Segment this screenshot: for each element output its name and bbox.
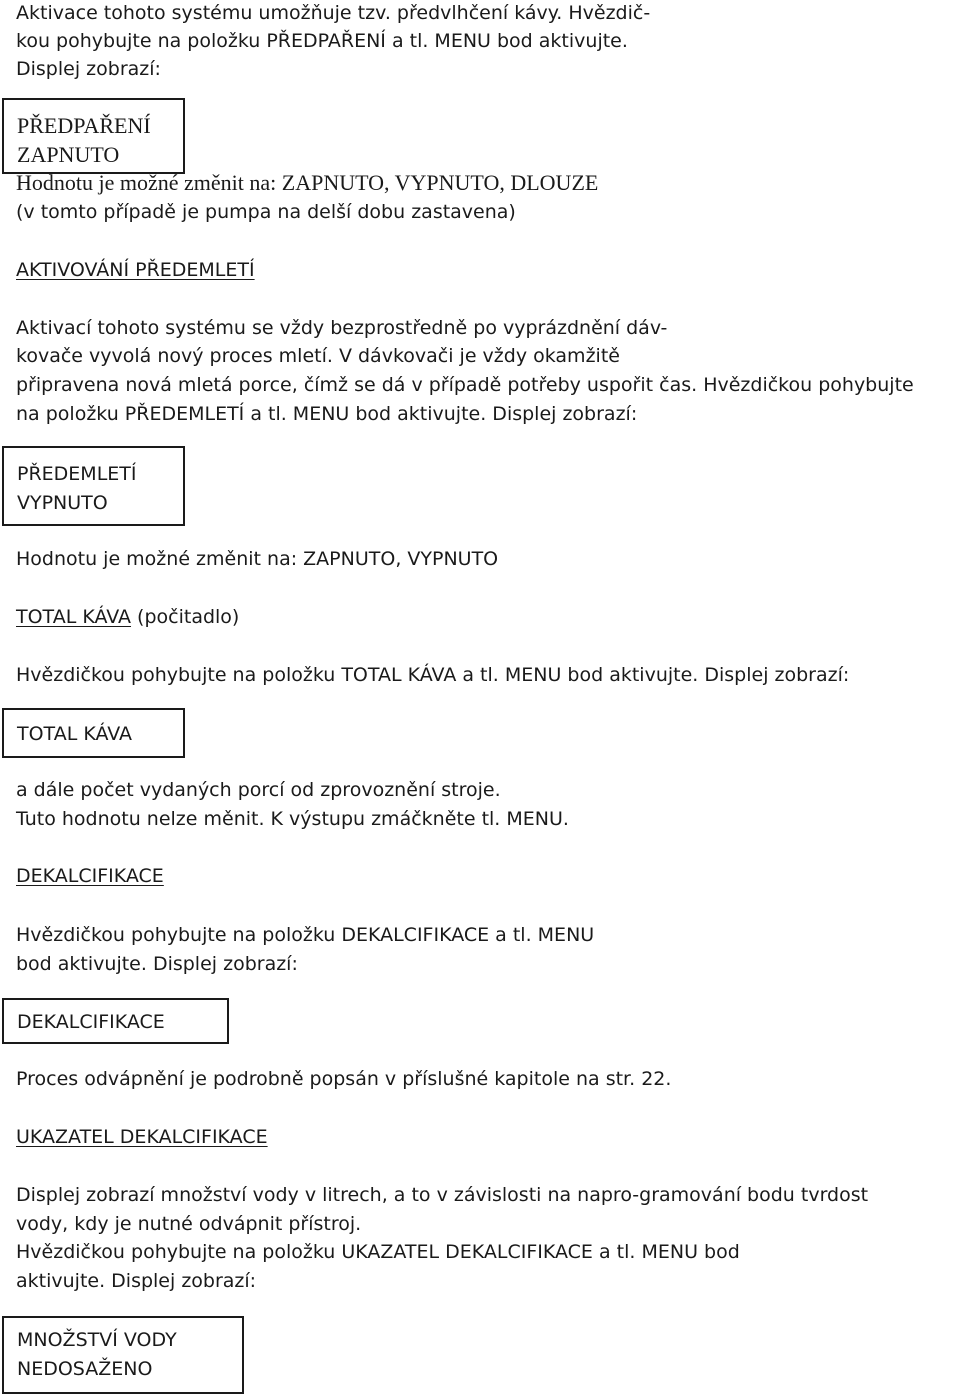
display-box-predpareni — [2, 98, 185, 174]
heading-total-kava-row — [16, 603, 239, 631]
display-box-line-1: PŘEDPAŘENÍ — [17, 113, 151, 138]
display-box-total-kava — [2, 708, 185, 758]
ukazatel-line-2: vody, kdy je nutné odvápnit přístroj. — [16, 1213, 362, 1235]
heading-dekalcifikace: DEKALCIFIKACE — [16, 865, 164, 887]
predpareni-values-line-2: (v tomto případě je pumpa na delší dobu zastavena) — [16, 201, 516, 223]
display-box-line-1: PŘEDEMLETÍ — [17, 463, 137, 485]
intro-line-1: Aktivace tohoto systému umožňuje tzv. předvlhčení kávy. Hvězdič- — [16, 2, 651, 24]
dekalc-after: Proces odvápnění je podrobně popsán v příslušné kapitole na str. 22. — [16, 1068, 672, 1090]
display-box-line-2: VYPNUTO — [17, 492, 108, 514]
display-box-line-1: DEKALCIFIKACE — [17, 1011, 165, 1033]
total-text: Hvězdičkou pohybujte na položku TOTAL KÁVA a tl. MENU bod aktivujte. Displej zobrazí: — [16, 664, 850, 686]
aktivovani-line-2: kovače vyvolá nový proces mletí. V dávkovači je vždy okamžitě — [16, 345, 620, 367]
ukazatel-line-3: Hvězdičkou pohybujte na položku UKAZATEL DEKALCIFIKACE a tl. MENU bod — [16, 1241, 740, 1263]
predemleti-values: Hodnotu je možné změnit na: ZAPNUTO, VYPNUTO — [16, 548, 499, 570]
display-box-dekalcifikace — [2, 998, 229, 1044]
dekalc-line-2: bod aktivujte. Displej zobrazí: — [16, 953, 298, 975]
total-after-line-1: a dále počet vydaných porcí od zprovoznění stroje. — [16, 779, 501, 801]
display-box-line-1: MNOŽSTVÍ VODY — [17, 1329, 177, 1351]
heading-total-kava-suffix: (počitadlo) — [131, 606, 240, 628]
dekalc-line-1: Hvězdičkou pohybujte na položku DEKALCIFIKACE a tl. MENU — [16, 924, 595, 946]
aktivovani-line-4: na položku PŘEDEMLETÍ a tl. MENU bod aktivujte. Displej zobrazí: — [16, 403, 638, 425]
display-box-line-2: ZAPNUTO — [17, 142, 120, 167]
heading-aktivovani-predemleti: AKTIVOVÁNÍ PŘEDEMLETÍ — [16, 259, 255, 281]
aktivovani-line-3: připravena nová mletá porce, čímž se dá v případě potřeby uspořit čas. Hvězdičkou pohybujte — [16, 374, 914, 396]
display-box-line-2: NEDOSAŽENO — [17, 1358, 153, 1380]
display-box-mnozstvi-vody — [2, 1316, 244, 1394]
heading-total-kava: TOTAL KÁVA — [16, 606, 132, 628]
ukazatel-line-4: aktivujte. Displej zobrazí: — [16, 1270, 257, 1292]
total-after-line-2: Tuto hodnotu nelze měnit. K výstupu zmáčkněte tl. MENU. — [16, 808, 569, 830]
intro-line-2: kou pohybujte na položku PŘEDPAŘENÍ a tl. MENU bod aktivujte. — [16, 30, 628, 52]
ukazatel-line-1: Displej zobrazí množství vody v litrech, a to v závislosti na napro-gramování bodu tvrdost — [16, 1184, 869, 1206]
display-box-predemleti — [2, 446, 185, 526]
display-box-line-1: TOTAL KÁVA — [17, 723, 133, 745]
heading-ukazatel-dekalcifikace: UKAZATEL DEKALCIFIKACE — [16, 1126, 268, 1148]
aktivovani-line-1: Aktivací tohoto systému se vždy bezprostředně po vyprázdnění dáv- — [16, 317, 668, 339]
intro-line-3: Displej zobrazí: — [16, 58, 161, 80]
predpareni-values-line-1: Hodnotu je možné změnit na: ZAPNUTO, VYPNUTO, DLOUZE — [16, 170, 599, 195]
